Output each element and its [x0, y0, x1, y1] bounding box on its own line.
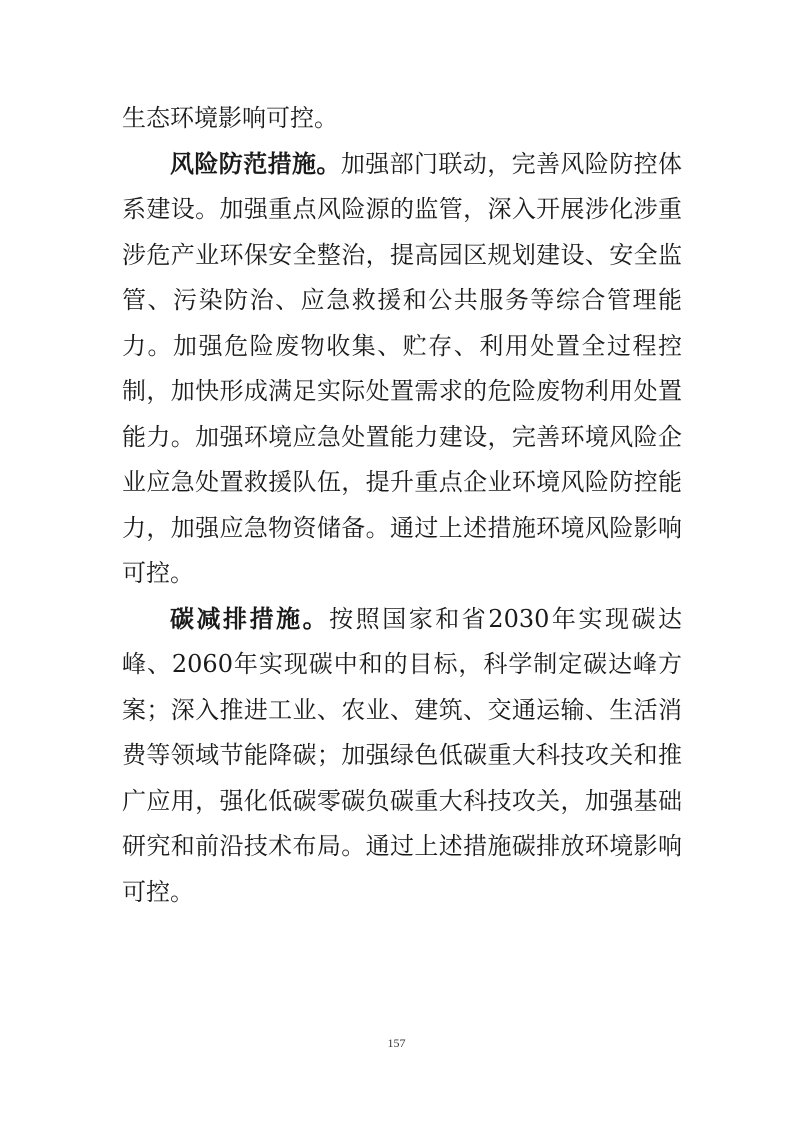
paragraph-risk-prevention: [122, 142, 682, 597]
paragraph-heading: 碳减排措施。: [170, 604, 330, 633]
paragraph-body: 生态环境影响可控。: [122, 104, 338, 132]
page-number: 157: [387, 1036, 406, 1050]
paragraph-carbon-reduction: [122, 597, 682, 916]
paragraph-heading: 风险防范措施。: [170, 149, 341, 178]
paragraph-body: 加强部门联动，完善风险防控体系建设。加强重点风险源的监管，深入开展涉化涉重涉危产业环保安全整治，提高园区规划建设、安全监管、污染防治、应急救援和公共服务等综合管理能力。加强危险废物收集、贮存、利用处置全过程控制，加快形成满足实际处置需求的危险废物利用处置能力。加强环境应急处置能力建设，完善环境风险企业应急处置救援队伍，提升重点企业环境风险防控能力，加强应急物资储备。通过上述措施环境风险影响可控。: [122, 149, 683, 587]
paragraph-continuation: [122, 96, 682, 142]
document-body: [122, 96, 682, 915]
paragraph-body: 按照国家和省2030年实现碳达峰、2060年实现碳中和的目标，科学制定碳达峰方案；深入推进工业、农业、建筑、交通运输、生活消费等领域节能降碳；加强绿色低碳重大科技攻关和推广应用，强化低碳零碳负碳重大科技攻关，加强基础研究和前沿技术布局。通过上述措施碳排放环境影响可控。: [122, 604, 683, 906]
